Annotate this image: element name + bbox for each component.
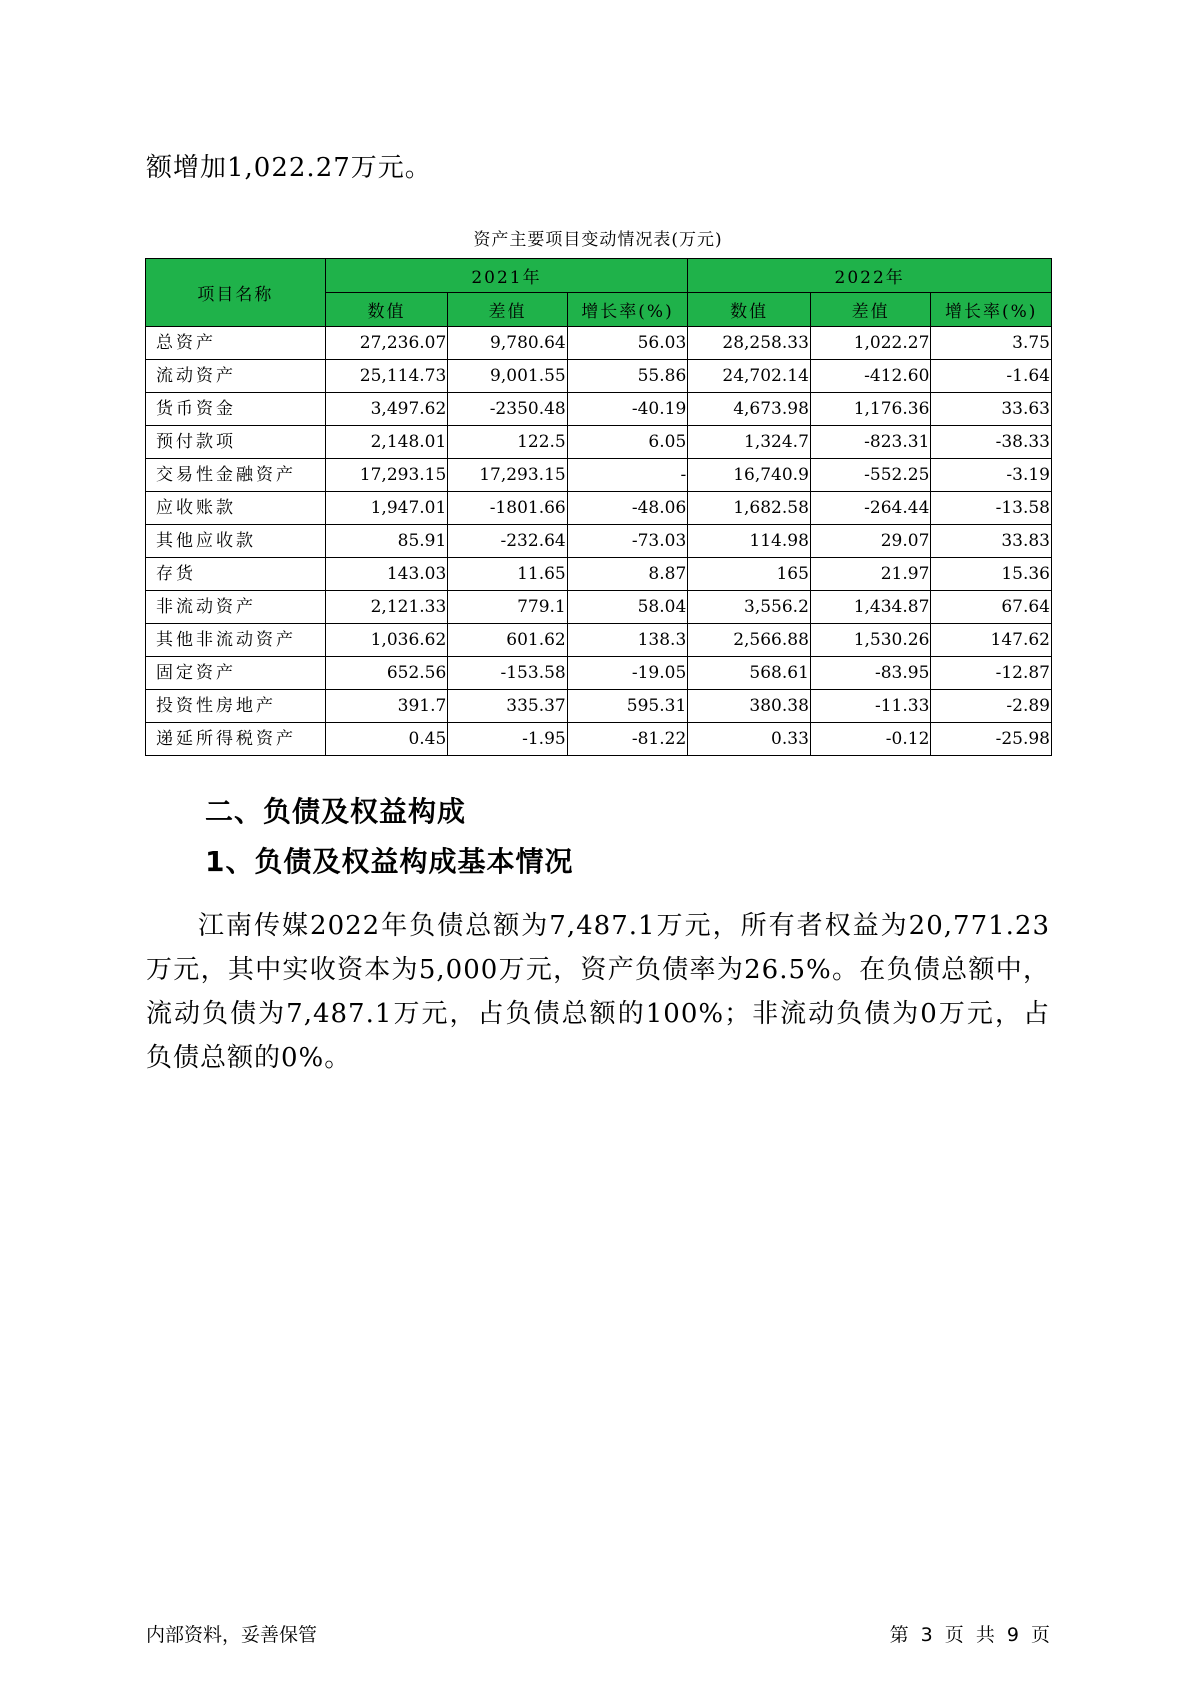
- row-value-cell: 1,947.01: [325, 492, 448, 525]
- row-value-cell: 24,702.14: [688, 360, 811, 393]
- row-value-cell: -153.58: [448, 657, 567, 690]
- row-value-cell: 122.5: [448, 426, 567, 459]
- row-item-name: 存货: [146, 558, 326, 591]
- header-diff-2022: 差值: [810, 293, 931, 327]
- row-item-name: 固定资产: [146, 657, 326, 690]
- row-value-cell: 2,121.33: [325, 591, 448, 624]
- row-item-name: 非流动资产: [146, 591, 326, 624]
- row-value-cell: 16,740.9: [688, 459, 811, 492]
- row-value-cell: 17,293.15: [325, 459, 448, 492]
- row-value-cell: -13.58: [931, 492, 1052, 525]
- table-row: [146, 492, 1052, 525]
- asset-change-table: [145, 258, 1052, 756]
- table-row: [146, 459, 1052, 492]
- row-value-cell: 11.65: [448, 558, 567, 591]
- table-row: [146, 657, 1052, 690]
- row-value-cell: 9,780.64: [448, 327, 567, 360]
- table-row: [146, 723, 1052, 756]
- row-value-cell: -823.31: [810, 426, 931, 459]
- row-value-cell: 568.61: [688, 657, 811, 690]
- row-value-cell: 601.62: [448, 624, 567, 657]
- row-item-name: 其他非流动资产: [146, 624, 326, 657]
- row-item-name: 预付款项: [146, 426, 326, 459]
- row-value-cell: -83.95: [810, 657, 931, 690]
- row-value-cell: 1,530.26: [810, 624, 931, 657]
- row-value-cell: 391.7: [325, 690, 448, 723]
- row-value-cell: -2350.48: [448, 393, 567, 426]
- row-value-cell: 33.83: [931, 525, 1052, 558]
- row-value-cell: 3,556.2: [688, 591, 811, 624]
- row-value-cell: 1,036.62: [325, 624, 448, 657]
- row-value-cell: -11.33: [810, 690, 931, 723]
- row-value-cell: 1,324.7: [688, 426, 811, 459]
- table-body: [146, 327, 1052, 756]
- row-value-cell: 58.04: [567, 591, 688, 624]
- row-value-cell: 2,148.01: [325, 426, 448, 459]
- row-value-cell: 0.33: [688, 723, 811, 756]
- table-row: [146, 591, 1052, 624]
- row-value-cell: 138.3: [567, 624, 688, 657]
- row-value-cell: 21.97: [810, 558, 931, 591]
- table-header-row-years: [146, 259, 1052, 293]
- row-item-name: 投资性房地产: [146, 690, 326, 723]
- row-value-cell: 25,114.73: [325, 360, 448, 393]
- table-row: [146, 393, 1052, 426]
- row-value-cell: 595.31: [567, 690, 688, 723]
- header-diff-2021: 差值: [448, 293, 567, 327]
- footer-page-number: 第 3 页 共 9 页: [889, 1624, 1050, 1646]
- row-value-cell: -0.12: [810, 723, 931, 756]
- table-row: [146, 327, 1052, 360]
- row-value-cell: -1.64: [931, 360, 1052, 393]
- table-row: [146, 558, 1052, 591]
- row-value-cell: -3.19: [931, 459, 1052, 492]
- table-row: [146, 690, 1052, 723]
- table-caption: 资产主要项目变动情况表(万元): [473, 230, 723, 250]
- row-value-cell: 143.03: [325, 558, 448, 591]
- row-value-cell: 55.86: [567, 360, 688, 393]
- header-item-name: 项目名称: [146, 259, 326, 327]
- header-year-2021: 2021年: [325, 259, 688, 293]
- row-value-cell: 8.87: [567, 558, 688, 591]
- row-value-cell: 779.1: [448, 591, 567, 624]
- row-item-name: 应收账款: [146, 492, 326, 525]
- table-row: [146, 624, 1052, 657]
- row-value-cell: 1,434.87: [810, 591, 931, 624]
- row-value-cell: 9,001.55: [448, 360, 567, 393]
- row-value-cell: 165: [688, 558, 811, 591]
- row-value-cell: 2,566.88: [688, 624, 811, 657]
- row-value-cell: 0.45: [325, 723, 448, 756]
- row-value-cell: 15.36: [931, 558, 1052, 591]
- row-value-cell: 1,022.27: [810, 327, 931, 360]
- row-value-cell: -81.22: [567, 723, 688, 756]
- header-growth-2022: 增长率(%): [931, 293, 1052, 327]
- row-item-name: 流动资产: [146, 360, 326, 393]
- row-item-name: 交易性金融资产: [146, 459, 326, 492]
- row-value-cell: 33.63: [931, 393, 1052, 426]
- header-year-2022: 2022年: [688, 259, 1052, 293]
- row-value-cell: 3.75: [931, 327, 1052, 360]
- row-value-cell: -25.98: [931, 723, 1052, 756]
- row-value-cell: 56.03: [567, 327, 688, 360]
- table-row: [146, 426, 1052, 459]
- row-value-cell: 17,293.15: [448, 459, 567, 492]
- row-value-cell: -232.64: [448, 525, 567, 558]
- row-value-cell: 4,673.98: [688, 393, 811, 426]
- row-value-cell: -: [567, 459, 688, 492]
- row-value-cell: -12.87: [931, 657, 1052, 690]
- row-value-cell: 114.98: [688, 525, 811, 558]
- row-value-cell: -48.06: [567, 492, 688, 525]
- row-value-cell: 380.38: [688, 690, 811, 723]
- table-row: [146, 360, 1052, 393]
- row-value-cell: -264.44: [810, 492, 931, 525]
- footer-confidential-note: 内部资料，妥善保管: [146, 1624, 318, 1646]
- row-value-cell: 147.62: [931, 624, 1052, 657]
- row-value-cell: -2.89: [931, 690, 1052, 723]
- row-value-cell: 6.05: [567, 426, 688, 459]
- row-item-name: 递延所得税资产: [146, 723, 326, 756]
- intro-text: 额增加1,022.27万元。: [146, 153, 432, 183]
- row-value-cell: 28,258.33: [688, 327, 811, 360]
- row-value-cell: -19.05: [567, 657, 688, 690]
- section-heading-liabilities: 二、负债及权益构成: [205, 795, 467, 828]
- subsection-heading-basic: 1、负债及权益构成基本情况: [205, 845, 574, 878]
- table-row: [146, 525, 1052, 558]
- row-value-cell: -552.25: [810, 459, 931, 492]
- row-value-cell: 335.37: [448, 690, 567, 723]
- row-value-cell: -40.19: [567, 393, 688, 426]
- row-value-cell: 3,497.62: [325, 393, 448, 426]
- row-value-cell: 27,236.07: [325, 327, 448, 360]
- row-value-cell: -38.33: [931, 426, 1052, 459]
- row-item-name: 总资产: [146, 327, 326, 360]
- row-value-cell: 652.56: [325, 657, 448, 690]
- row-item-name: 货币资金: [146, 393, 326, 426]
- row-value-cell: 1,176.36: [810, 393, 931, 426]
- row-value-cell: -412.60: [810, 360, 931, 393]
- row-value-cell: -1801.66: [448, 492, 567, 525]
- row-item-name: 其他应收款: [146, 525, 326, 558]
- header-value-2021: 数值: [325, 293, 448, 327]
- row-value-cell: 29.07: [810, 525, 931, 558]
- row-value-cell: 85.91: [325, 525, 448, 558]
- row-value-cell: 1,682.58: [688, 492, 811, 525]
- row-value-cell: 67.64: [931, 591, 1052, 624]
- row-value-cell: -1.95: [448, 723, 567, 756]
- header-value-2022: 数值: [688, 293, 811, 327]
- body-paragraph: 江南传媒2022年负债总额为7,487.1万元，所有者权益为20,771.23万元，其中实收资本为5,000万元，资产负债率为26.5%。在负债总额中，流动负债为7,487.1万元，占负债总额的100%；非流动负债为0万元，占负债总额的0%。: [146, 911, 1050, 1073]
- row-value-cell: -73.03: [567, 525, 688, 558]
- header-growth-2021: 增长率(%): [567, 293, 688, 327]
